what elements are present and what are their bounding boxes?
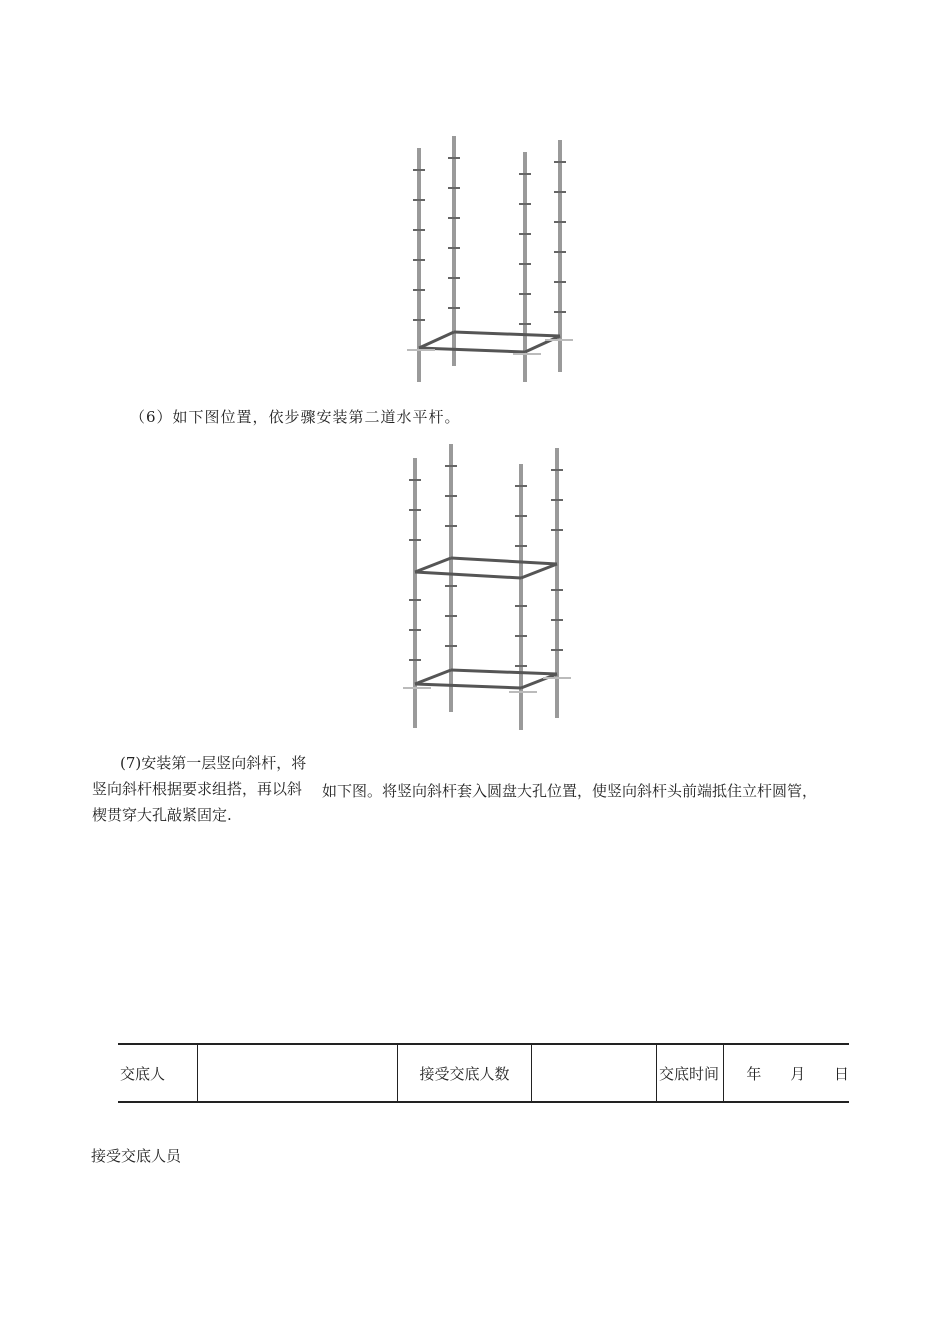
handover-time-label: 交底时间 [657,1044,724,1102]
date-day: 日 [833,1064,849,1083]
date-year: 年 [746,1064,762,1083]
handover-person-label: 交底人 [120,1064,166,1083]
step7-line2-left: 竖向斜杆根据要求组搭，再以斜 [92,780,303,798]
horizontal-ledger [415,670,557,688]
step7-line1: (7)安装第一层竖向斜杆，将 [120,754,307,772]
handover-date-cell [724,1044,850,1102]
date-month: 月 [790,1064,806,1083]
signoff-table [118,1043,849,1103]
scaffold-figure-2 [395,440,585,740]
receivers-label: 接受交底人员 [91,1147,182,1165]
receiver-count-value [532,1044,657,1102]
step6-caption: （6）如下图位置，依步骤安装第二道水平杆。 [130,408,461,426]
horizontal-ledger [415,558,557,578]
step7-line3: 楔贯穿大孔敲紧固定. [92,806,232,824]
step7-line2-right: 如下图。将竖向斜杆套入圆盘大孔位置，使竖向斜杆头前端抵住立杆圆管， [322,782,818,800]
horizontal-ledger [419,332,560,352]
receiver-count-label: 接受交底人数 [398,1044,532,1102]
scaffold-figure-1 [395,130,585,390]
handover-person-value [198,1044,398,1102]
